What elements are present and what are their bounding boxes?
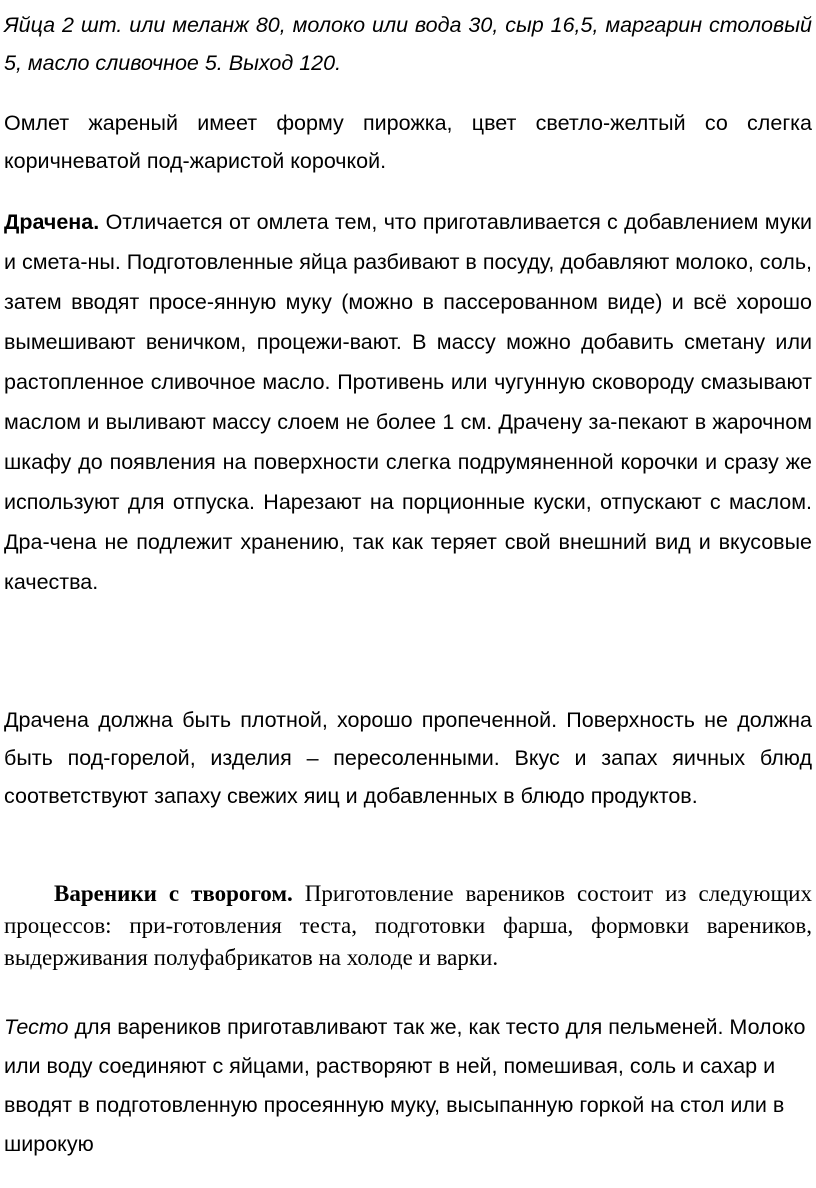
omelet-description-paragraph — [4, 104, 812, 180]
drachena-paragraph — [4, 202, 812, 602]
recipe-ingredients-text: Яйца 2 шт. или меланж 80, молоко или вода 30, сыр 16,5, маргарин столовый 5, масло сливочное 5. Выход 120. — [4, 13, 812, 75]
vareniki-title: Вареники с творогом. — [54, 881, 293, 906]
drachena-text: Отличается от омлета тем, что приготавливается с добавлением муки и смета-ны. Подготовленные яйца разбивают в посуду, добавляют молоко, соль, затем вводят просе-янную муку (можно в пассерованном виде) и всё хорошо вымешивают веничком, процежи-вают. В массу можно добавить сметану или растопленное сливочное масло. Противень или чугунную сковороду смазывают маслом и выливают массу слоем не более 1 см. Драчену за-пекают в жарочном шкафу до появления на поверхности слегка подрумяненной корочки и сразу же используют для отпуска. Нарезают на порционные куски, отпускают с маслом. Дра-чена не подлежит хранению, так как теряет свой внешний вид и вкусовые качества. — [4, 210, 812, 594]
dough-paragraph — [4, 1008, 812, 1164]
omelet-description-text: Омлет жареный имеет форму пирожка, цвет светло-желтый со слегка коричневатой под-жаристой корочкой. — [4, 111, 812, 173]
drachena-quality-text: Драчена должна быть плотной, хорошо пропеченной. Поверхность не должна быть под-горелой, изделия – пересоленными. Вкус и запах яичных блюд соответствуют запаху свежих яиц и добавленных в блюдо продуктов. — [4, 708, 812, 808]
vareniki-text: Приготовление вареников состоит из следующих процессов: при-готовления теста, подготовки фарша, формовки вареников, выдерживания полуфабрикатов на холоде и варки. — [4, 881, 812, 970]
drachena-quality-paragraph — [4, 701, 812, 815]
dough-label: Тесто — [4, 1015, 69, 1039]
drachena-title: Драчена. — [4, 210, 100, 234]
dough-text: для вареников приготавливают так же, как тесто для пельменей. Молоко или воду соединяют с яйцами, растворяют в ней, помешивая, соль и сахар и вводят в подготовленную просеянную муку, высыпанную горкой на стол или в широкую — [4, 1015, 806, 1156]
recipe-ingredients-paragraph — [4, 6, 812, 82]
vareniki-paragraph — [4, 878, 812, 974]
